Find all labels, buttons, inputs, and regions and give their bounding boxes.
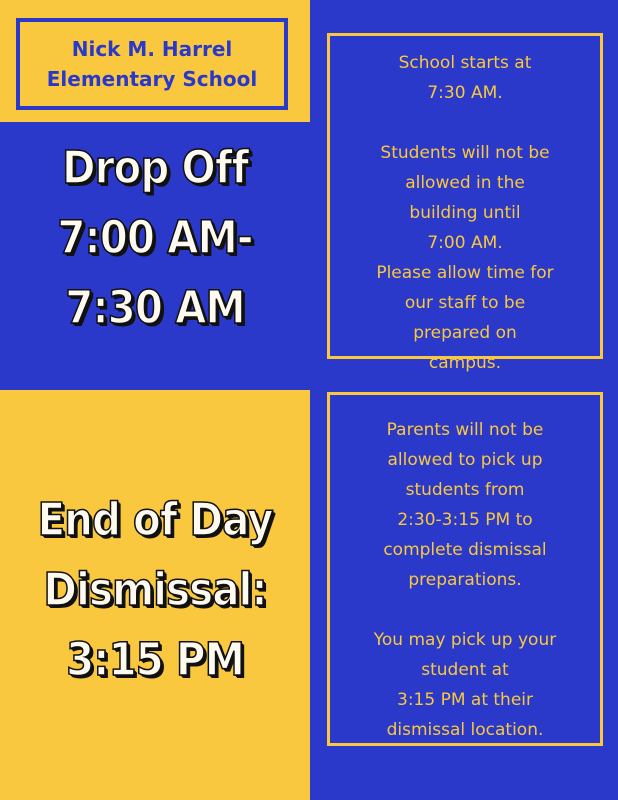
info-top-line4: allowed in the: [405, 173, 525, 193]
info-bottom-line2: allowed to pick up: [387, 450, 543, 470]
dismissal-line2: Dismissal:: [43, 563, 267, 616]
info-bottom-line10: dismissal location.: [386, 720, 544, 740]
school-name-box: [16, 18, 288, 110]
info-bottom-line3: students from: [405, 480, 525, 500]
dismissal-line1: End of Day: [37, 493, 273, 546]
dismissal-heading: [0, 485, 310, 695]
drop-off-line3: 7:30 AM: [65, 281, 245, 334]
info-top-line5: building until: [409, 203, 521, 223]
info-top-line10: campus.: [428, 353, 502, 373]
info-bottom-line1: Parents will not be: [386, 420, 544, 440]
info-top-line8: our staff to be: [404, 293, 526, 313]
school-header-panel: [0, 0, 310, 122]
info-bottom-line9: 3:15 PM at their: [397, 690, 533, 710]
info-top-line9: prepared on: [413, 323, 517, 343]
info-bottom-line6: preparations.: [408, 570, 522, 590]
drop-off-line1: Drop Off: [61, 141, 249, 194]
info-bottom-line7: You may pick up your: [373, 630, 557, 650]
dismissal-line3: 3:15 PM: [66, 633, 244, 686]
school-name-line2: Elementary School: [46, 67, 258, 91]
drop-off-line2: 7:00 AM-: [57, 211, 253, 264]
drop-off-heading: [0, 133, 310, 343]
info-top-line3: Students will not be: [380, 143, 550, 163]
info-bottom-line5: complete dismissal: [383, 540, 547, 560]
info-bottom-line8: student at: [421, 660, 509, 680]
info-top-line7: Please allow time for: [376, 263, 554, 283]
drop-off-info-box: [327, 33, 603, 373]
info-top-line2: 7:30 AM.: [427, 83, 503, 103]
spacer: [330, 595, 600, 625]
school-name-line1: Nick M. Harrel: [71, 37, 233, 61]
info-top-line6: 7:00 AM.: [427, 233, 503, 253]
info-bottom-line4: 2:30-3:15 PM to: [397, 510, 533, 530]
dismissal-info-box: [327, 392, 603, 746]
info-top-line1: School starts at: [398, 53, 532, 73]
spacer: [330, 108, 600, 138]
